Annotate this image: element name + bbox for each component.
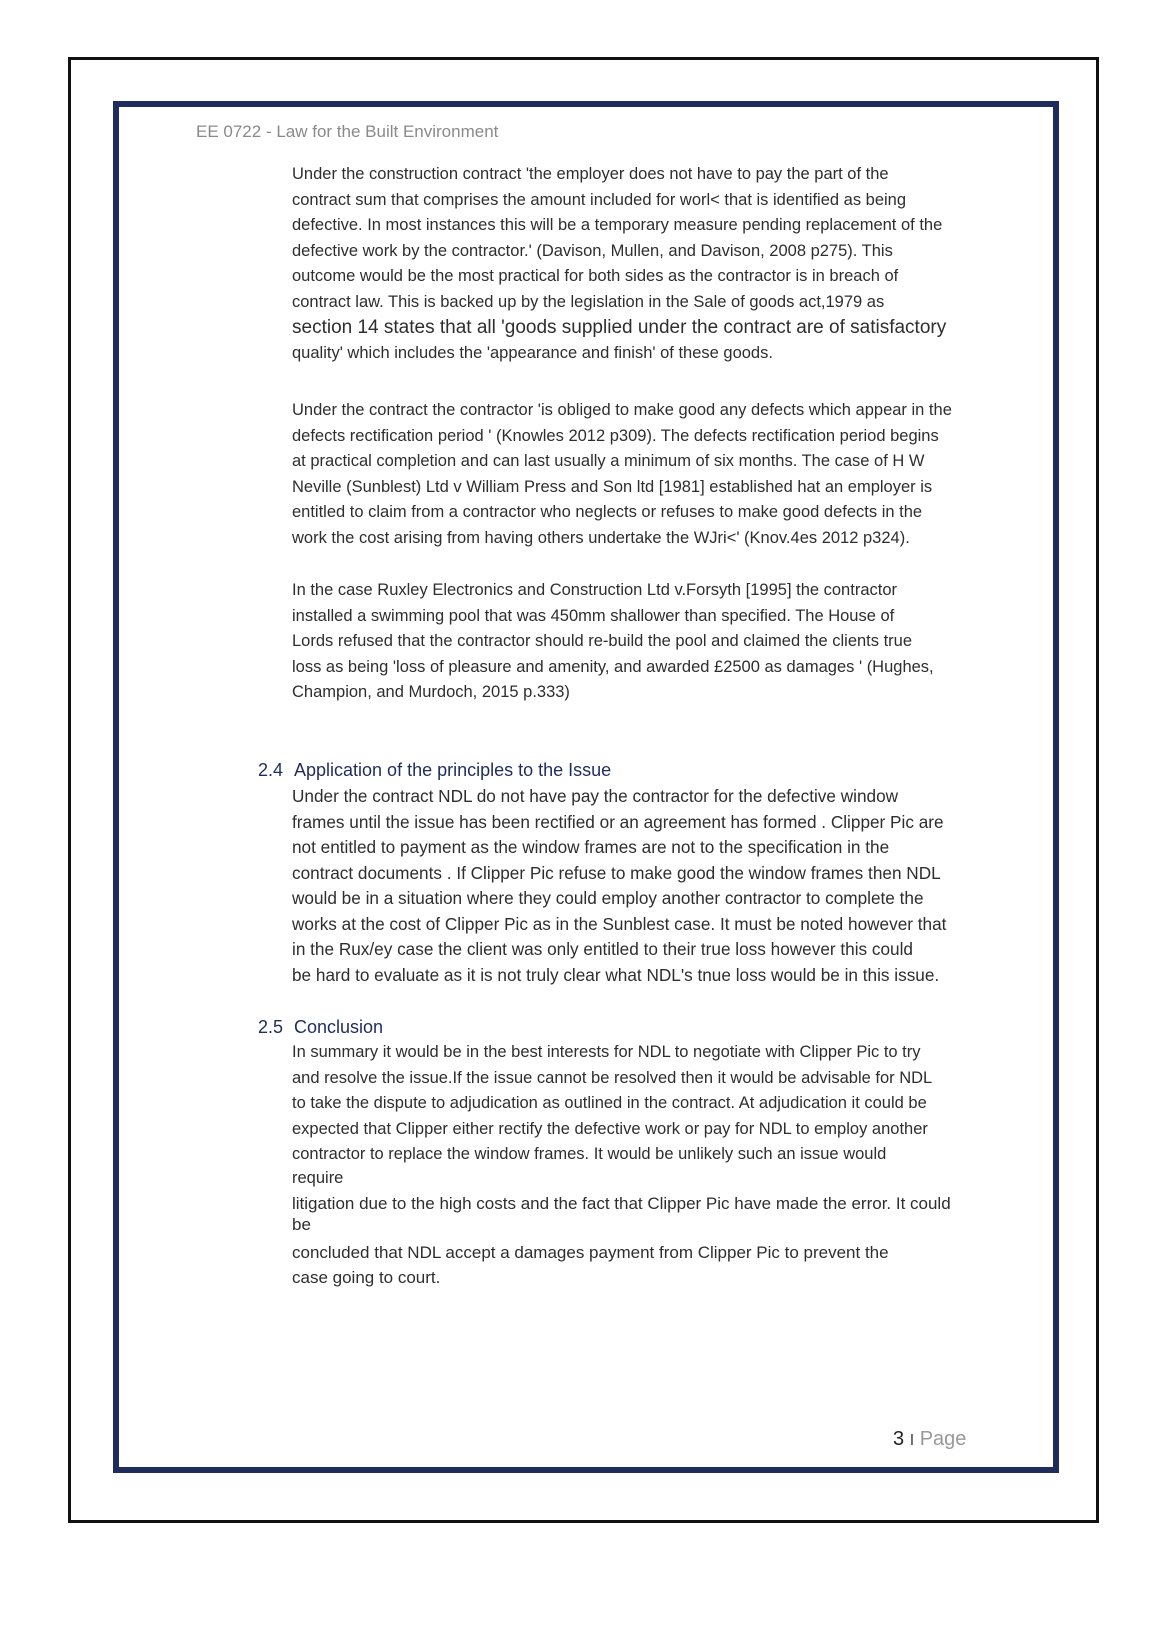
section-number: 2.4: [258, 760, 284, 780]
text-line: installed a swimming pool that was 450mm shallower than specified. The House of: [292, 606, 895, 625]
text-line: Neville (Sunblest) Ltd v William Press and Son ltd [1981] established hat an employer is: [292, 477, 933, 496]
text-line: contractor to replace the window frames. It would be unlikely such an issue would: [292, 1145, 887, 1163]
text-line: be hard to evaluate as it is not truly clear what NDL's tnue loss would be in this issue.: [292, 964, 940, 985]
text-line: works at the cost of Clipper Pic as in the Sunblest case. It must be noted however that: [292, 913, 947, 934]
text-line: contract law. This is backed up by the legislation in the Sale of goods act,1979 as: [292, 292, 885, 311]
text-line: and resolve the issue.If the issue cannot be resolved then it would be advisable for NDL: [292, 1068, 933, 1087]
text-line: litigation due to the high costs and the fact that Clipper Pic have made the error. It could: [292, 1193, 951, 1213]
text-line: require: [292, 1168, 344, 1187]
text-line: at practical completion and can last usually a minimum of six months. The case of H W: [292, 452, 925, 470]
paragraph-defects-rectification: [292, 398, 982, 551]
section-number: 2.5: [258, 1017, 284, 1037]
text-line: outcome would be the most practical for both sides as the contractor is in breach of: [292, 267, 899, 285]
text-line: In the case Ruxley Electronics and Construction Ltd v.Forsyth [1995] the contractor: [292, 581, 897, 599]
text-line: in the Rux/ey case the client was only entitled to their true loss however this could: [292, 939, 913, 959]
text-line: defective. In most instances this will be a temporary measure pending replacement of the: [292, 216, 943, 234]
text-line: entitled to claim from a contractor who neglects or refuses to make good defects in the: [292, 503, 923, 521]
paragraph-ruxley-case: [292, 578, 982, 706]
page-number: 3: [893, 1428, 905, 1450]
paragraph-payment-defective: [292, 162, 982, 366]
text-line: section 14 states that all 'goods supplied under the contract are of satisfactory: [292, 317, 947, 338]
text-line: defects rectification period ' (Knowles 2012 p309). The defects rectification period begins: [292, 426, 939, 445]
text-line: Lords refused that the contractor should re-build the pool and claimed the clients true: [292, 632, 913, 650]
page-separator: I: [909, 1432, 915, 1449]
text-line: would be in a situation where they could employ another contractor to complete the: [292, 888, 924, 908]
section-heading-2-4: [258, 760, 611, 781]
section-title: Application of the principles to the Issue: [294, 760, 612, 780]
text-line: loss as being 'loss of pleasure and amenity, and awarded £2500 as damages ' (Hughes,: [292, 657, 934, 676]
section-heading-2-5: [258, 1017, 383, 1038]
text-line: In summary it would be in the best interests for NDL to negotiate with Clipper Pic to try: [292, 1043, 921, 1061]
text-line: be: [292, 1214, 311, 1234]
section-title: Conclusion: [294, 1017, 384, 1037]
text-line: Champion, and Murdoch, 2015 p.333): [292, 683, 570, 701]
running-header: EE 0722 - Law for the Built Environment: [196, 122, 499, 141]
text-line: case going to court.: [292, 1268, 441, 1287]
page-label: Page: [919, 1428, 967, 1450]
text-line: expected that Clipper either rectify the defective work or pay for NDL to employ another: [292, 1119, 928, 1138]
text-line: work the cost arising from having others undertake the WJri<' (Knov.4es 2012 p324).: [292, 528, 910, 547]
text-line: Under the contract NDL do not have pay the contractor for the defective window: [292, 786, 899, 806]
text-line: Under the construction contract 'the employer does not have to pay the part of the: [292, 165, 889, 183]
text-line: Under the contract the contractor 'is obliged to make good any defects which appear in the: [292, 401, 952, 419]
text-line: contract sum that comprises the amount included for worl< that is identified as being: [292, 190, 907, 209]
paragraph-application: [292, 784, 982, 988]
text-line: defective work by the contractor.' (Davison, Mullen, and Davison, 2008 p275). This: [292, 241, 893, 260]
text-line: to take the dispute to adjudication as outlined in the contract. At adjudication it could be: [292, 1094, 927, 1112]
text-line: not entitled to payment as the window frames are not to the specification in the: [292, 837, 890, 857]
page-footer: [893, 1428, 966, 1451]
text-line: quality' which includes the 'appearance and finish' of these goods.: [292, 343, 773, 362]
text-line: frames until the issue has been rectified or an agreement has formed . Clipper Pic are: [292, 811, 944, 832]
text-line: concluded that NDL accept a damages payment from Clipper Pic to prevent the: [292, 1242, 889, 1262]
text-line: contract documents . If Clipper Pic refuse to make good the window frames then NDL: [292, 862, 941, 883]
paragraph-conclusion: [292, 1040, 982, 1291]
